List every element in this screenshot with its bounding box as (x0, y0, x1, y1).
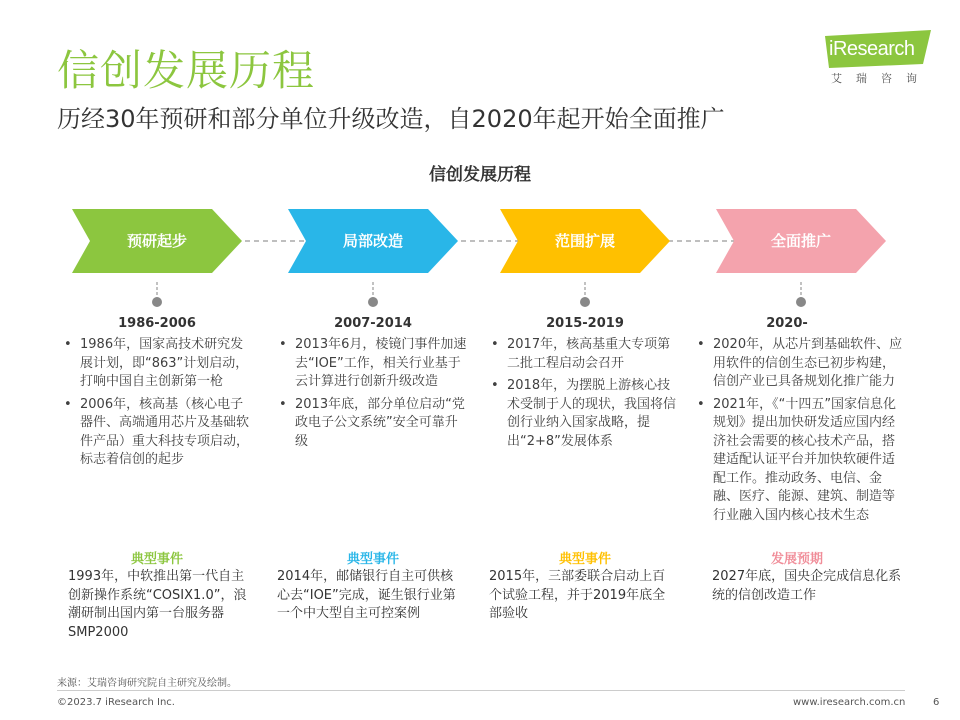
stage-label-3: 范围扩展 (554, 232, 615, 250)
event-text-2: 2014年，邮储银行自主可供核心去“IOE”完成，诞生银行业第一个中大型自主可控案例 (277, 569, 456, 621)
stage-label-4: 全面推广 (770, 232, 831, 250)
pin-dot-4 (796, 297, 806, 307)
bullet-item: • 2013年底，部分单位启动“党政电子公文系统”安全可靠升级 (277, 396, 469, 452)
period-3: 2015-2019 (546, 316, 624, 331)
period-2: 2007-2014 (334, 316, 412, 331)
page-title: 信创发展历程 (57, 46, 316, 95)
pin-dot-3 (580, 297, 590, 307)
event-text-1: 1993年，中软推出第一代自主创新操作系统“COSIX1.0”，浪潮研制出国内第一台服务器SMP2000 (68, 569, 247, 640)
page-subtitle: 历经30年预研和部分单位升级改造，自2020年起开始全面推广 (57, 105, 725, 133)
bullet-item: • 2018年，为摆脱上游核心技术受制于人的现状，我国将信创行业纳入国家战略，提出“2+8”发展体系 (489, 377, 681, 451)
event-text-4: 2027年底，国央企完成信息化系统的信创改造工作 (712, 569, 902, 603)
copyright: ©2023.7 iResearch Inc. (57, 697, 175, 708)
page-number: 6 (933, 697, 940, 708)
period-4: 2020- (766, 316, 808, 331)
pin-dot-2 (368, 297, 378, 307)
source-note: 来源：艾瑞咨询研究院自主研究及绘制。 (57, 678, 237, 689)
bullet-list-2 (277, 336, 469, 455)
bullet-item: • 2017年，核高基重大专项第二批工程启动会召开 (489, 336, 681, 373)
stage-label-2: 局部改造 (342, 232, 403, 250)
bullet-list-4 (695, 336, 905, 529)
footer-divider (57, 690, 905, 691)
event-title-4: 发展预期 (770, 552, 823, 567)
logo-sub-text: 艾瑞咨询 (831, 72, 931, 85)
period-1: 1986-2006 (118, 316, 196, 331)
event-title-1: 典型事件 (130, 552, 183, 567)
website-link[interactable]: www.iresearch.com.cn (793, 697, 906, 708)
stage-label-1: 预研起步 (126, 232, 187, 250)
logo-brand-text: iResearch (829, 38, 915, 60)
diagram-title: 信创发展历程 (429, 165, 531, 185)
bullet-item: • 2020年，从芯片到基础软件、应用软件的信创生态已初步构建，信创产业已具备规划化推广能力 (695, 336, 905, 392)
bullet-item: • 2006年，核高基（核心电子器件、高端通用芯片及基础软件产品）重大科技专项启动，标志着信创的起步 (62, 396, 254, 470)
event-title-3: 典型事件 (558, 552, 611, 567)
event-text-3: 2015年，三部委联合启动上百个试验工程，并于2019年底全部验收 (489, 569, 666, 621)
pin-dot-1 (152, 297, 162, 307)
event-title-2: 典型事件 (346, 552, 399, 567)
bullet-item: • 2013年6月，棱镜门事件加速去“IOE”工作，相关行业基于云计算进行创新升级改造 (277, 336, 469, 392)
bullet-item: • 2021年，《“十四五”国家信息化规划》提出加快研发适应国内经济社会需要的核心技术产品，搭建适配认证平台并加快软硬件适配工作。推动政务、电信、金融、医疗、能源、建筑、制造等行业融入国内核心技术生态 (695, 396, 905, 526)
bullet-list-3 (489, 336, 681, 455)
bullet-item: • 1986年，国家高技术研究发展计划，即“863”计划启动，打响中国自主创新第一枪 (62, 336, 254, 392)
bullet-list-1 (62, 336, 254, 474)
timeline-pins (152, 282, 806, 307)
